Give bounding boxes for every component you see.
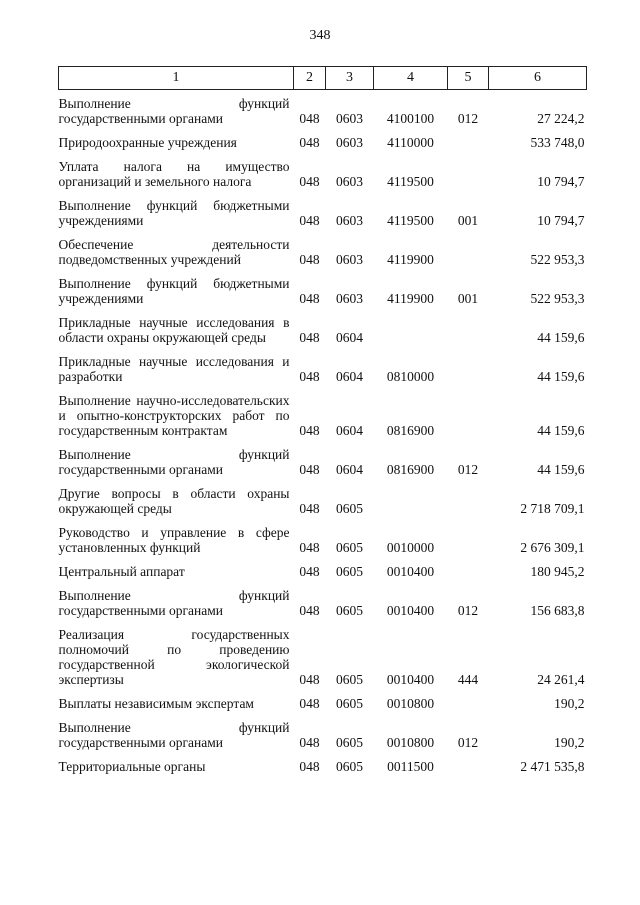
table-row (59, 622, 587, 691)
row-target-code: 4100100 (386, 111, 435, 126)
row-amount: 156 683,8 (530, 603, 585, 618)
row-amount: 180 945,2 (530, 564, 585, 579)
row-name: Выполнение функций бюджетными учреждениями (58, 276, 290, 306)
header-col-5: 5 (448, 67, 489, 90)
row-section-code: 0603 (336, 174, 363, 189)
row-target-code: 0010800 (386, 696, 435, 711)
row-amount: 190,2 (554, 735, 585, 750)
row-expense-type-code: 001 (457, 291, 479, 306)
row-amount: 533 748,0 (530, 135, 585, 150)
row-name: Другие вопросы в области охраны окружающей среды (58, 486, 290, 516)
row-admin-code: 048 (299, 672, 320, 687)
row-section-code: 0605 (336, 672, 363, 687)
row-admin-code: 048 (299, 213, 320, 228)
row-name: Выполнение функций бюджетными учреждениями (58, 198, 290, 228)
row-expense-type-code (448, 130, 489, 154)
row-expense-type-code (448, 154, 489, 193)
header-col-2: 2 (294, 67, 326, 90)
row-section-code: 0605 (336, 603, 363, 618)
row-target-code: 0010000 (386, 540, 435, 555)
table-row (59, 193, 587, 232)
row-target-code: 0010400 (386, 603, 435, 618)
table-row (59, 583, 587, 622)
header-col-4: 4 (374, 67, 448, 90)
row-expense-type-code (448, 520, 489, 559)
row-section-code: 0603 (336, 291, 363, 306)
table-header-row (59, 67, 587, 90)
row-name: Уплата налога на имущество организаций и земельного налога (58, 159, 290, 189)
row-expense-type-code: 012 (457, 462, 479, 477)
row-expense-type-code (448, 754, 489, 778)
row-section-code: 0603 (336, 135, 363, 150)
row-expense-type-code (448, 691, 489, 715)
row-target-code: 0010400 (386, 672, 435, 687)
table-row (59, 481, 587, 520)
row-name: Руководство и управление в сфере установленных функций (58, 525, 290, 555)
row-target-code: 0010800 (386, 735, 435, 750)
row-expense-type-code: 012 (457, 603, 479, 618)
table-row (59, 520, 587, 559)
row-expense-type-code: 001 (457, 213, 479, 228)
row-name: Выполнение научно-исследовательских и опытно-конструкторских работ по государственным контрактам (58, 393, 290, 438)
row-admin-code: 048 (299, 540, 320, 555)
row-target-code: 0010400 (386, 564, 435, 579)
row-expense-type-code (448, 559, 489, 583)
row-target-code: 4119500 (387, 174, 434, 189)
table-row (59, 559, 587, 583)
row-section-code: 0605 (336, 564, 363, 579)
row-expense-type-code (448, 310, 489, 349)
row-target-code: 0011500 (387, 759, 434, 774)
row-section-code: 0605 (336, 540, 363, 555)
row-section-code: 0604 (336, 423, 363, 438)
row-section-code: 0603 (336, 111, 363, 126)
row-target-code: 4119500 (387, 213, 434, 228)
row-name: Выполнение функций государственными органами (58, 588, 290, 618)
row-amount: 2 718 709,1 (520, 501, 585, 516)
row-section-code: 0605 (336, 759, 363, 774)
row-name: Реализация государственных полномочий по проведению государственной экологической экспертизы (58, 627, 290, 687)
row-amount: 44 159,6 (537, 462, 585, 477)
row-admin-code: 048 (299, 135, 320, 150)
row-section-code: 0605 (336, 735, 363, 750)
row-expense-type-code: 012 (457, 735, 479, 750)
row-expense-type-code (448, 481, 489, 520)
table-row (59, 310, 587, 349)
row-admin-code: 048 (299, 330, 320, 345)
row-expense-type-code: 012 (457, 111, 479, 126)
row-expense-type-code: 444 (457, 672, 479, 687)
row-target-code: 4119900 (387, 252, 434, 267)
row-amount: 24 261,4 (537, 672, 585, 687)
row-section-code: 0604 (336, 462, 363, 477)
table-row (59, 388, 587, 442)
row-amount: 190,2 (554, 696, 585, 711)
row-target-code: 0816900 (386, 423, 435, 438)
row-target-code (374, 310, 448, 349)
row-admin-code: 048 (299, 423, 320, 438)
row-target-code: 4119900 (387, 291, 434, 306)
row-admin-code: 048 (299, 501, 320, 516)
row-section-code: 0604 (336, 330, 363, 345)
row-expense-type-code (448, 232, 489, 271)
row-amount: 522 953,3 (530, 291, 585, 306)
table-body (59, 90, 587, 779)
row-expense-type-code (448, 388, 489, 442)
row-admin-code: 048 (299, 603, 320, 618)
row-name: Выполнение функций государственными органами (58, 447, 290, 477)
row-name: Обеспечение деятельности подведомственных учреждений (58, 237, 290, 267)
row-section-code: 0604 (336, 369, 363, 384)
row-amount: 2 471 535,8 (520, 759, 585, 774)
row-section-code: 0603 (336, 252, 363, 267)
header-col-6: 6 (489, 67, 587, 90)
table-row (59, 90, 587, 131)
row-admin-code: 048 (299, 291, 320, 306)
row-name: Прикладные научные исследования в области охраны окружающей среды (58, 315, 290, 345)
table-row (59, 130, 587, 154)
row-admin-code: 048 (299, 759, 320, 774)
row-name: Выполнение функций государственными органами (58, 96, 290, 126)
row-amount: 27 224,2 (537, 111, 585, 126)
header-col-3: 3 (326, 67, 374, 90)
row-admin-code: 048 (299, 174, 320, 189)
row-admin-code: 048 (299, 462, 320, 477)
row-name: Выполнение функций государственными органами (58, 720, 290, 750)
table-row (59, 271, 587, 310)
table-row (59, 754, 587, 778)
table-row (59, 232, 587, 271)
row-amount: 44 159,6 (537, 369, 585, 384)
header-col-1: 1 (59, 67, 294, 90)
row-section-code: 0605 (336, 696, 363, 711)
row-admin-code: 048 (299, 252, 320, 267)
row-admin-code: 048 (299, 369, 320, 384)
row-admin-code: 048 (299, 111, 320, 126)
row-name: Выплаты независимым экспертам (58, 696, 254, 711)
row-name: Центральный аппарат (58, 564, 185, 579)
budget-table (58, 66, 587, 778)
row-target-code: 4110000 (387, 135, 434, 150)
table-row (59, 442, 587, 481)
row-name: Природоохранные учреждения (58, 135, 237, 150)
row-amount: 2 676 309,1 (520, 540, 585, 555)
row-admin-code: 048 (299, 696, 320, 711)
row-amount: 44 159,6 (537, 423, 585, 438)
row-section-code: 0603 (336, 213, 363, 228)
row-amount: 522 953,3 (530, 252, 585, 267)
row-target-code (374, 481, 448, 520)
row-admin-code: 048 (299, 735, 320, 750)
row-amount: 10 794,7 (537, 174, 585, 189)
row-amount: 10 794,7 (537, 213, 585, 228)
row-name: Прикладные научные исследования и разработки (58, 354, 290, 384)
row-target-code: 0816900 (386, 462, 435, 477)
row-admin-code: 048 (299, 564, 320, 579)
row-name: Территориальные органы (58, 759, 206, 774)
table-row (59, 349, 587, 388)
table-row (59, 154, 587, 193)
row-section-code: 0605 (336, 501, 363, 516)
row-amount: 44 159,6 (537, 330, 585, 345)
row-expense-type-code (448, 349, 489, 388)
page-number: 348 (309, 28, 331, 43)
table-row (59, 715, 587, 754)
row-target-code: 0810000 (386, 369, 435, 384)
table-row (59, 691, 587, 715)
